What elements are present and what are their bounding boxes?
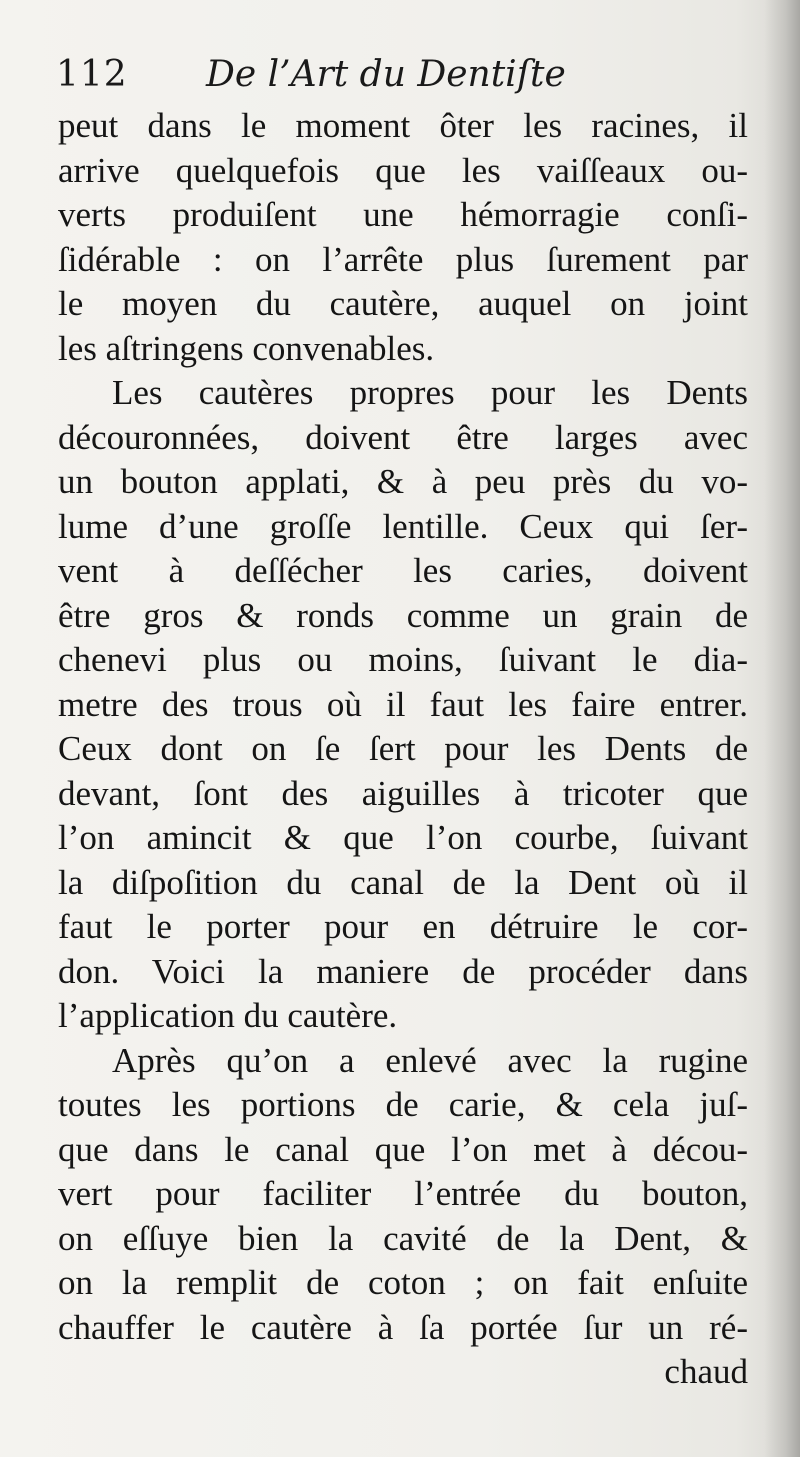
text-line: verts produiſent une hémorragie conſi- <box>58 195 748 234</box>
text-line: metre des trous où il faut les faire entrer. <box>58 684 748 724</box>
text-line: peut dans le moment ôter les racines, il <box>58 106 748 145</box>
text-line: toutes les portions de carie, & cela juſ- <box>58 1085 748 1124</box>
text-line: que dans le canal que l’on met à décou- <box>58 1129 748 1169</box>
text-line: arrive quelquefois que les vaiſſeaux ou- <box>58 150 748 190</box>
text-line: Après qu’on a enlevé avec la rugine <box>112 1040 748 1080</box>
text-line: l’application du cautère. <box>58 996 398 1035</box>
text-line: on la remplit de coton ; on fait enſuite <box>58 1263 748 1302</box>
running-head <box>56 48 756 104</box>
text-line: découronnées, doivent être larges avec <box>58 417 748 457</box>
text-line: la diſpoſition du canal de la Dent où il <box>58 862 748 902</box>
text-line: don. Voici la maniere de procéder dans <box>58 951 748 991</box>
text-line: devant, ſont des aiguilles à tricoter que <box>58 773 748 813</box>
catchword: chaud <box>664 1352 748 1391</box>
text-line: un bouton applati, & à peu près du vo- <box>58 462 748 501</box>
text-line: le moyen du cautère, auquel on joint <box>58 284 748 323</box>
body-text <box>58 104 748 1395</box>
text-line: l’on amincit & que l’on courbe, ſuivant <box>58 818 748 857</box>
text-line: chauffer le cautère à ſa portée ſur un ré- <box>58 1307 748 1347</box>
text-line: Les cautères propres pour les Dents <box>112 373 748 412</box>
text-line: on eſſuye bien la cavité de la Dent, & <box>58 1218 748 1258</box>
text-line: les aſtringens convenables. <box>58 328 435 368</box>
text-line: lume d’une groſſe lentille. Ceux qui ſer- <box>58 506 748 546</box>
page-number: 112 <box>56 54 128 95</box>
text-line: vert pour faciliter l’entrée du bouton, <box>58 1174 748 1213</box>
text-line: ſidérable : on l’arrête plus ſurement par <box>58 239 748 279</box>
text-line: Ceux dont on ſe ſert pour les Dents de <box>58 729 748 768</box>
text-line: chenevi plus ou moins, ſuivant le dia- <box>58 640 748 679</box>
text-line: vent à deſſécher les caries, doivent <box>58 551 748 590</box>
text-line: être gros & ronds comme un grain de <box>58 595 748 635</box>
text-line: faut le porter pour en détruire le cor- <box>58 907 748 946</box>
page-edge-shadow <box>764 0 800 1457</box>
running-title: De l’Art du Dentiſte <box>206 54 566 95</box>
